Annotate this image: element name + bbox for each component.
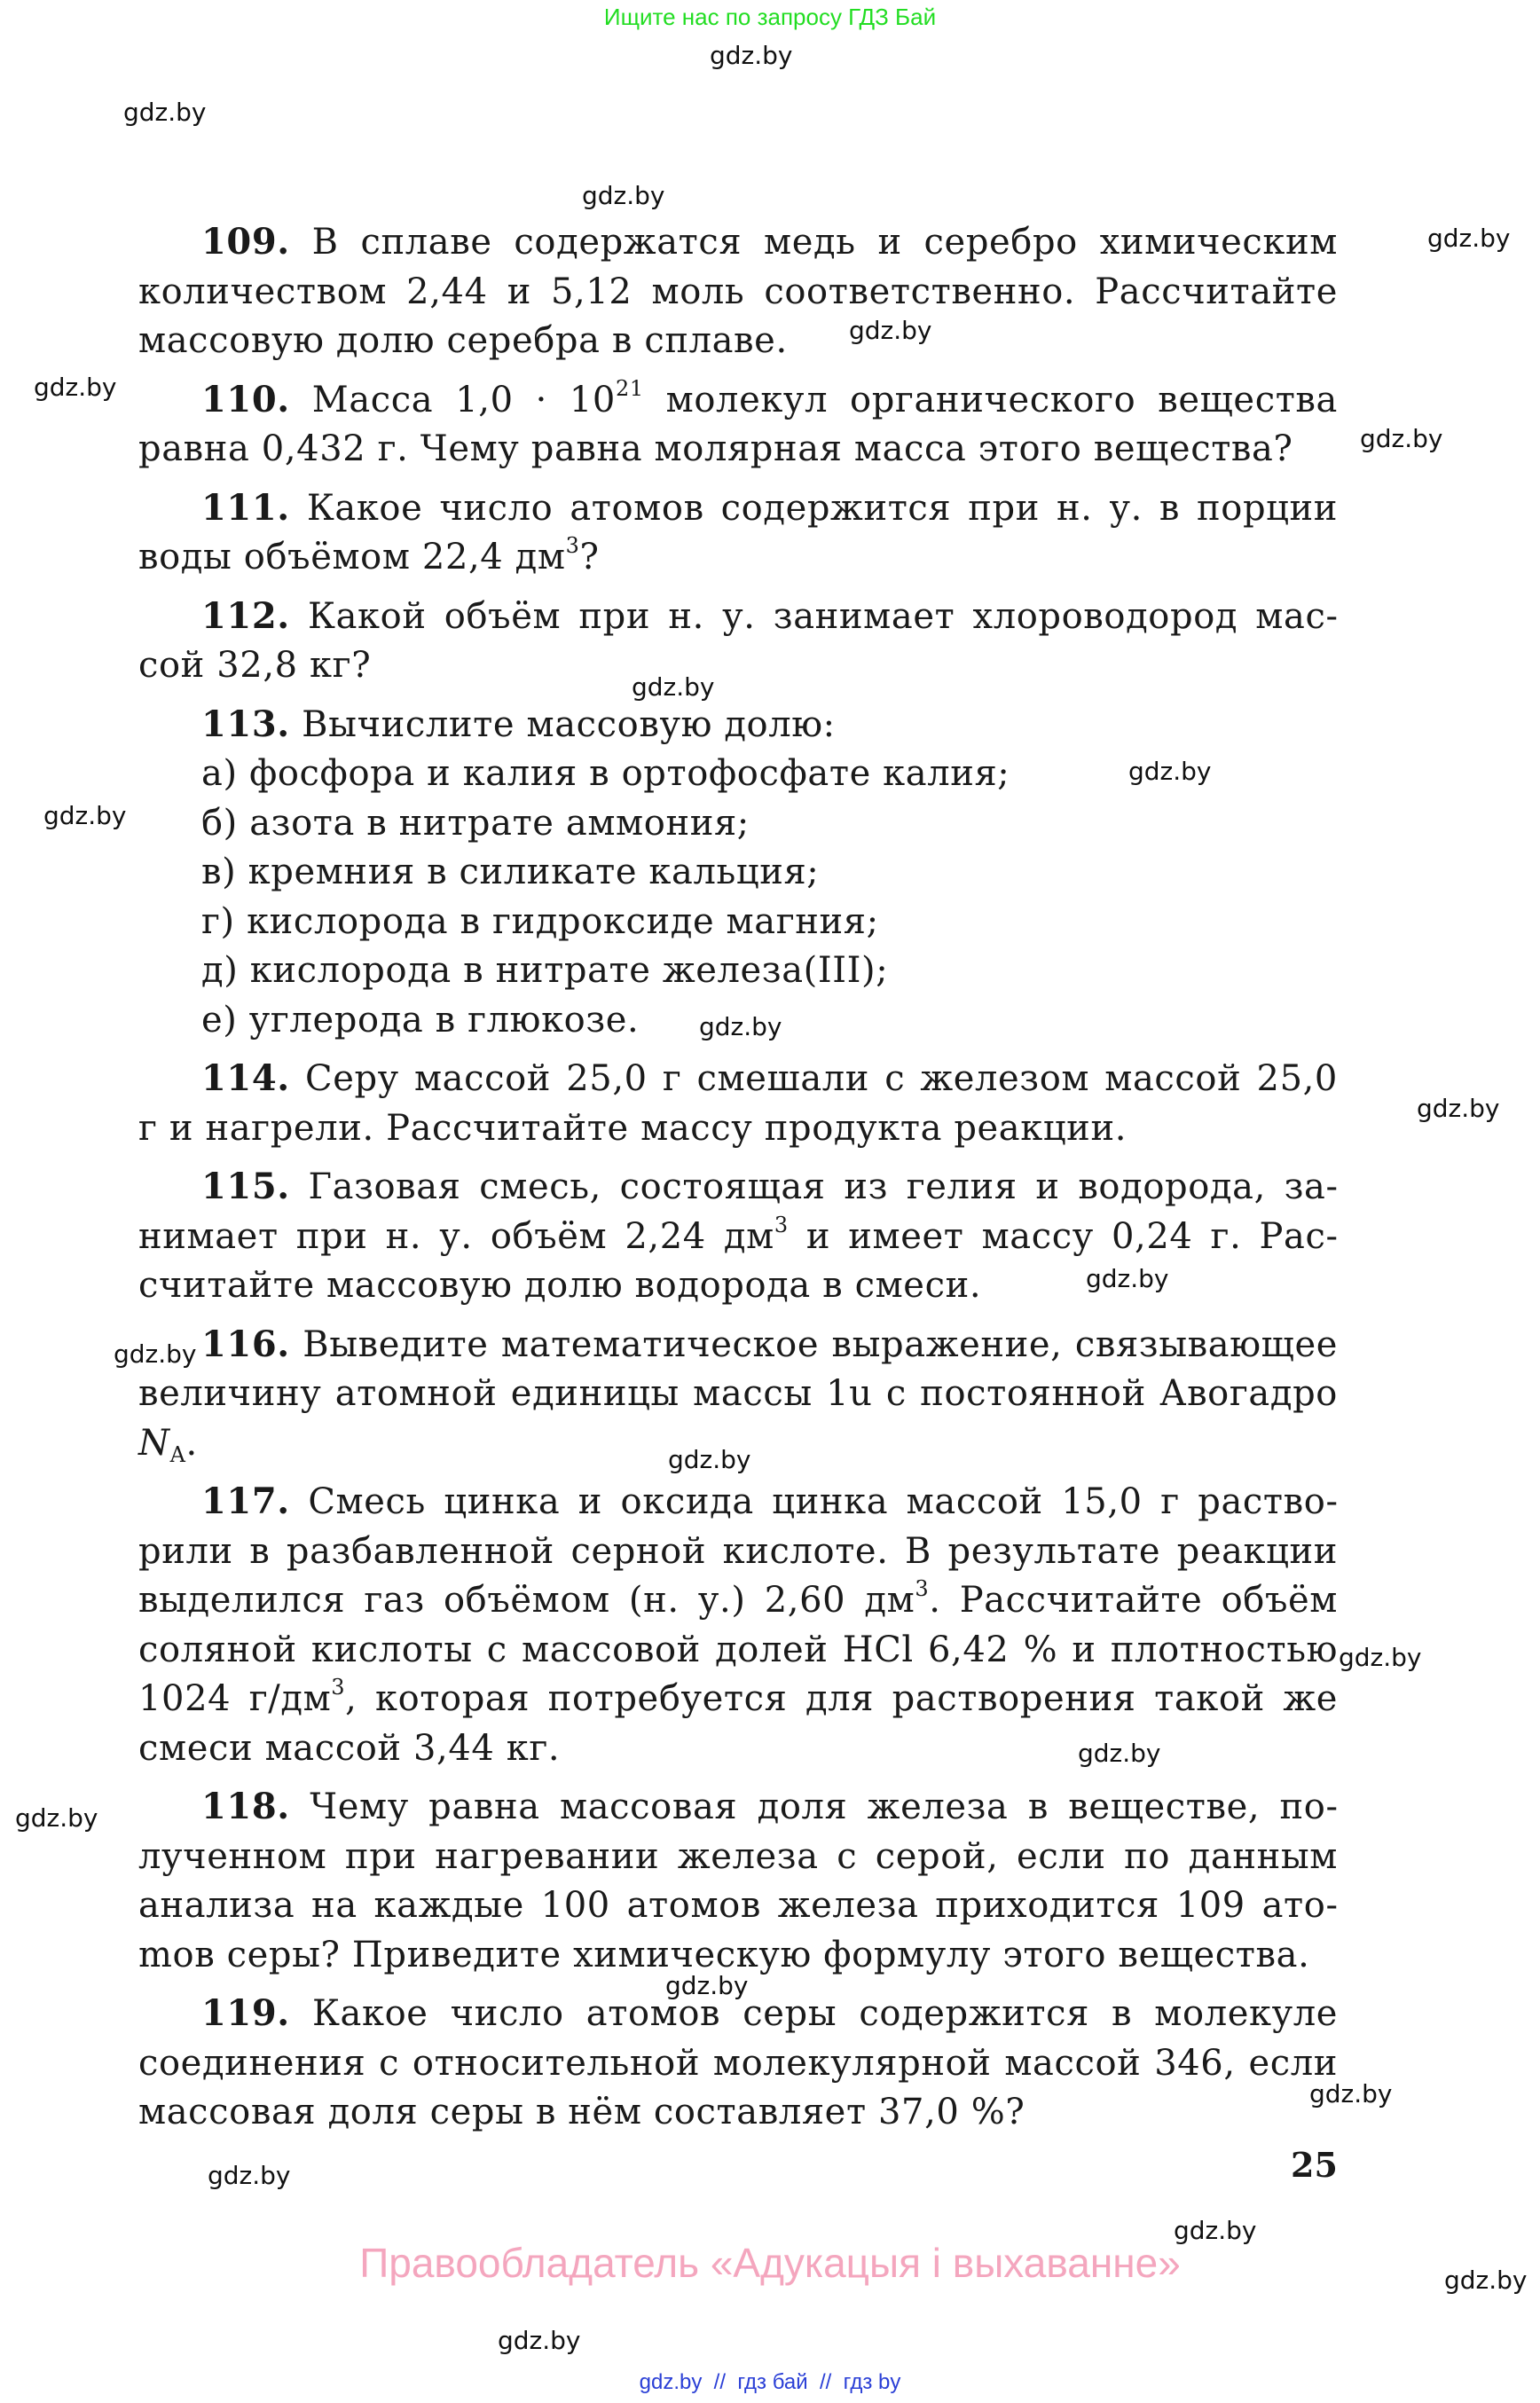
task-text: Какой объём при н. у. занимает хлороводород массой 32,8 кг? [138, 595, 1338, 686]
task-119 [138, 1989, 1338, 2138]
task-text: . Рассчитайте объём соляной кислоты с массовой долей HCl 6,42 % и плотностью 1024 г/дм [138, 1580, 1338, 1719]
watermark-text: gdz.by [114, 1339, 197, 1369]
watermark-text: gdz.by [1309, 2079, 1393, 2109]
watermark-text: gdz.by [15, 1803, 98, 1833]
superscript: 3 [565, 533, 580, 558]
task-number: 114. [201, 1057, 290, 1099]
subitem-a: а) фосфора и калия в ортофосфате калия; [201, 753, 1010, 794]
task-text: Газовая смесь, состоящая из гелия и водорода, занимает при н. у. объём 2,24 дм [138, 1166, 1338, 1257]
copyright-notice: Правообладатель «Адукацыя і выхаванне» [359, 2240, 1181, 2286]
task-number: 113. [201, 703, 290, 745]
superscript: 3 [774, 1212, 789, 1237]
task-text: Серу массой 25,0 г смешали с железом массой 25,0 г и нагрели. Рассчитайте массу продукта реакции. [138, 1058, 1338, 1149]
task-118 [138, 1782, 1338, 1980]
task-111 [138, 483, 1338, 583]
watermark-text: gdz.by [208, 2161, 291, 2190]
subitem-g: г) кислорода в гидроксиде магния; [201, 900, 879, 942]
watermark-text: gdz.by [1417, 1094, 1500, 1123]
watermark-text: gdz.by [1427, 224, 1511, 253]
watermark-text: gdz.by [1174, 2216, 1257, 2245]
task-text: Смесь цинка и оксида цинка массой 15,0 г растворили в разбавленной серной кислоте. В результате реакции выделился газ объёмом (н. у.) 2,60 дм [138, 1481, 1338, 1621]
superscript: 3 [915, 1576, 930, 1601]
textbook-page [138, 217, 1338, 2147]
watermark-text: gdz.by [34, 373, 117, 402]
footer-links[interactable]: gdz.by // гдз бай // гдз by [639, 2370, 901, 2394]
superscript: 3 [331, 1675, 346, 1700]
task-number: 111. [201, 486, 290, 529]
task-text: , которая потребуется для растворения такой же смеси массой 3,44 кг. [138, 1678, 1339, 1769]
task-114 [138, 1054, 1338, 1153]
task-110 [138, 375, 1338, 475]
task-text: Чему равна массовая доля железа в веществе, полученном при нагревании железа с серой, если по данным анализа на каждые 100 атомов железа приходится 109 атоmов серы? Приведите химическую формулу этого вещества. [138, 1787, 1338, 1975]
task-text: Выведите математическое выражение, связывающее величину атомной единицы массы 1u с постоянной Авогадро [138, 1323, 1338, 1414]
task-117 [138, 1477, 1338, 1773]
watermark-text: gdz.by [498, 2326, 581, 2355]
watermark-text: gdz.by [1339, 1643, 1422, 1672]
subitem-d: д) кислорода в нитрате железа(III); [201, 950, 889, 991]
watermark-text: gdz.by [1086, 1264, 1169, 1293]
task-number: 115. [201, 1166, 290, 1207]
task-text: ? [579, 537, 600, 577]
superscript: 21 [615, 375, 644, 401]
search-hint-banner: Ищите нас по запросу ГДЗ Бай [603, 4, 937, 30]
watermark-text: gdz.by [632, 672, 715, 702]
task-text: В сплаве содержатся медь и серебро химическим количеством 2,44 и 5,12 моль соответственно. Рассчитайте массовую долю серебра в сплаве. [138, 222, 1338, 361]
task-number: 116. [201, 1323, 290, 1365]
watermark-text: gdz.by [849, 316, 932, 345]
watermark-text: gdz.by [668, 1445, 751, 1474]
watermark-text: gdz.by [43, 801, 127, 830]
watermark-text: gdz.by [699, 1012, 782, 1041]
watermark-text: gdz.by [665, 1971, 749, 2000]
subitem-b: б) азота в нитрате аммония; [201, 802, 750, 844]
task-number: 119. [201, 1992, 290, 2034]
subscript: A [169, 1441, 186, 1467]
task-number: 117. [201, 1480, 290, 1522]
avogadro-symbol: N [138, 1422, 170, 1464]
subitem-v: в) кремния в силикате кальция; [201, 852, 820, 892]
watermark-text: gdz.by [710, 41, 793, 70]
task-109 [138, 217, 1338, 366]
task-number: 110. [201, 378, 290, 420]
task-text: . [185, 1422, 198, 1464]
task-number: 109. [201, 221, 290, 263]
task-text: и имеет массу 0,24 г. Рассчитайте массовую долю водорода в смеси. [138, 1215, 1339, 1306]
page-number: 25 [1291, 2145, 1338, 2185]
task-text: молекул органического вещества равна 0,432 г. Чему равна молярная масса этого вещества? [138, 379, 1338, 469]
task-text: Вычислите массовую долю: [302, 703, 836, 745]
task-number: 118. [201, 1786, 290, 1827]
watermark-text: gdz.by [1444, 2266, 1528, 2295]
watermark-text: gdz.by [123, 98, 207, 127]
task-text: Какое число атомов серы содержится в молекуле соединения с относительной молекулярной массой 346, если массовая доля серы в нём составляет 37,0 %? [138, 1993, 1338, 2132]
subitem-e: е) углерода в глюкозе. [201, 999, 640, 1041]
task-112 [138, 592, 1338, 691]
watermark-text: gdz.by [1360, 424, 1443, 453]
watermark-text: gdz.by [1128, 757, 1212, 786]
task-text: Какое число атомов содержится при н. у. в порции воды объёмом 22,4 дм [138, 487, 1338, 577]
watermark-text: gdz.by [1078, 1739, 1161, 1768]
task-number: 112. [201, 594, 290, 637]
task-113 [138, 700, 1338, 1046]
watermark-text: gdz.by [582, 181, 665, 210]
task-text: Масса 1,0 · 10 [311, 379, 616, 420]
